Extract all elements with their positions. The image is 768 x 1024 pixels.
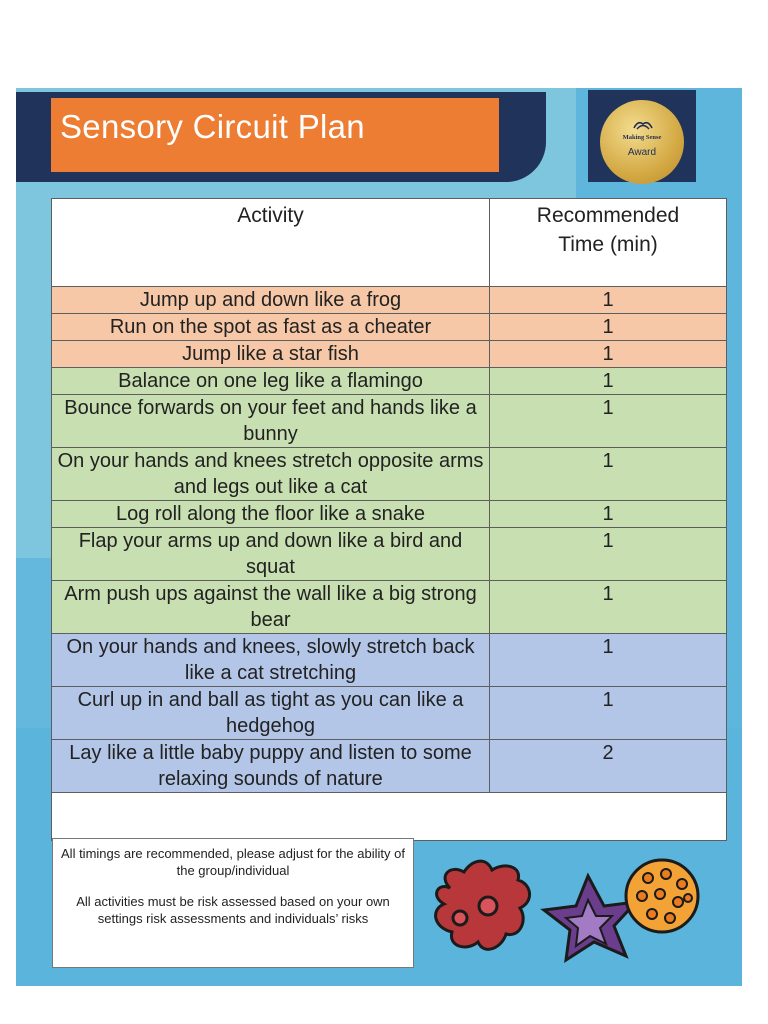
note-timings: All timings are recommended, please adjust for the ability of the group/individual [61, 846, 405, 878]
activity-cell: Jump up and down like a frog [52, 287, 490, 314]
empty-cell [52, 793, 727, 841]
note-risk: All activities must be risk assessed based on your own settings risk assessments and individuals’ risks [76, 894, 390, 926]
table-row [52, 287, 727, 314]
purple-star-icon [544, 876, 636, 960]
table-row [52, 341, 727, 368]
activity-cell: On your hands and knees stretch opposite arms and legs out like a cat [52, 448, 490, 501]
time-cell: 1 [490, 395, 727, 448]
award-label: Award [627, 147, 657, 158]
activity-cell: Log roll along the floor like a snake [52, 501, 490, 528]
time-cell: 1 [490, 634, 727, 687]
activity-table [51, 198, 727, 841]
award-badge [600, 100, 684, 184]
table-body [52, 287, 727, 841]
empty-row [52, 793, 727, 841]
time-cell: 1 [490, 314, 727, 341]
notes-box [52, 838, 414, 968]
activity-cell: Arm push ups against the wall like a big strong bear [52, 581, 490, 634]
time-cell: 1 [490, 687, 727, 740]
activity-cell: Jump like a star fish [52, 341, 490, 368]
time-cell: 1 [490, 287, 727, 314]
table-row [52, 740, 727, 793]
time-cell: 2 [490, 740, 727, 793]
table-header-row [52, 199, 727, 287]
hands-icon [632, 118, 654, 132]
table-row [52, 314, 727, 341]
time-cell: 1 [490, 368, 727, 395]
activity-cell: Bounce forwards on your feet and hands like a bunny [52, 395, 490, 448]
time-cell: 1 [490, 528, 727, 581]
table-row [52, 448, 727, 501]
table-row [52, 501, 727, 528]
activity-cell: Run on the spot as fast as a cheater [52, 314, 490, 341]
page-title: Sensory Circuit Plan [60, 108, 365, 145]
table-row [52, 528, 727, 581]
activity-cell: Curl up in and ball as tight as you can like a hedgehog [52, 687, 490, 740]
table-row [52, 395, 727, 448]
activity-cell: Flap your arms up and down like a bird and squat [52, 528, 490, 581]
activity-cell: Balance on one leg like a flamingo [52, 368, 490, 395]
table-row [52, 687, 727, 740]
time-cell: 1 [490, 448, 727, 501]
header-activity: Activity [52, 199, 490, 287]
table-row [52, 581, 727, 634]
sensory-toys-illustration [420, 848, 710, 968]
red-toy-icon [436, 861, 530, 949]
award-brand: Making Sense [622, 134, 662, 141]
header-time: Recommended Time (min) [490, 199, 727, 287]
table-row [52, 634, 727, 687]
activity-cell: Lay like a little baby puppy and listen to some relaxing sounds of nature [52, 740, 490, 793]
time-cell: 1 [490, 341, 727, 368]
time-cell: 1 [490, 581, 727, 634]
time-cell: 1 [490, 501, 727, 528]
orange-ball-icon [626, 860, 698, 932]
table-row [52, 368, 727, 395]
activity-cell: On your hands and knees, slowly stretch back like a cat stretching [52, 634, 490, 687]
